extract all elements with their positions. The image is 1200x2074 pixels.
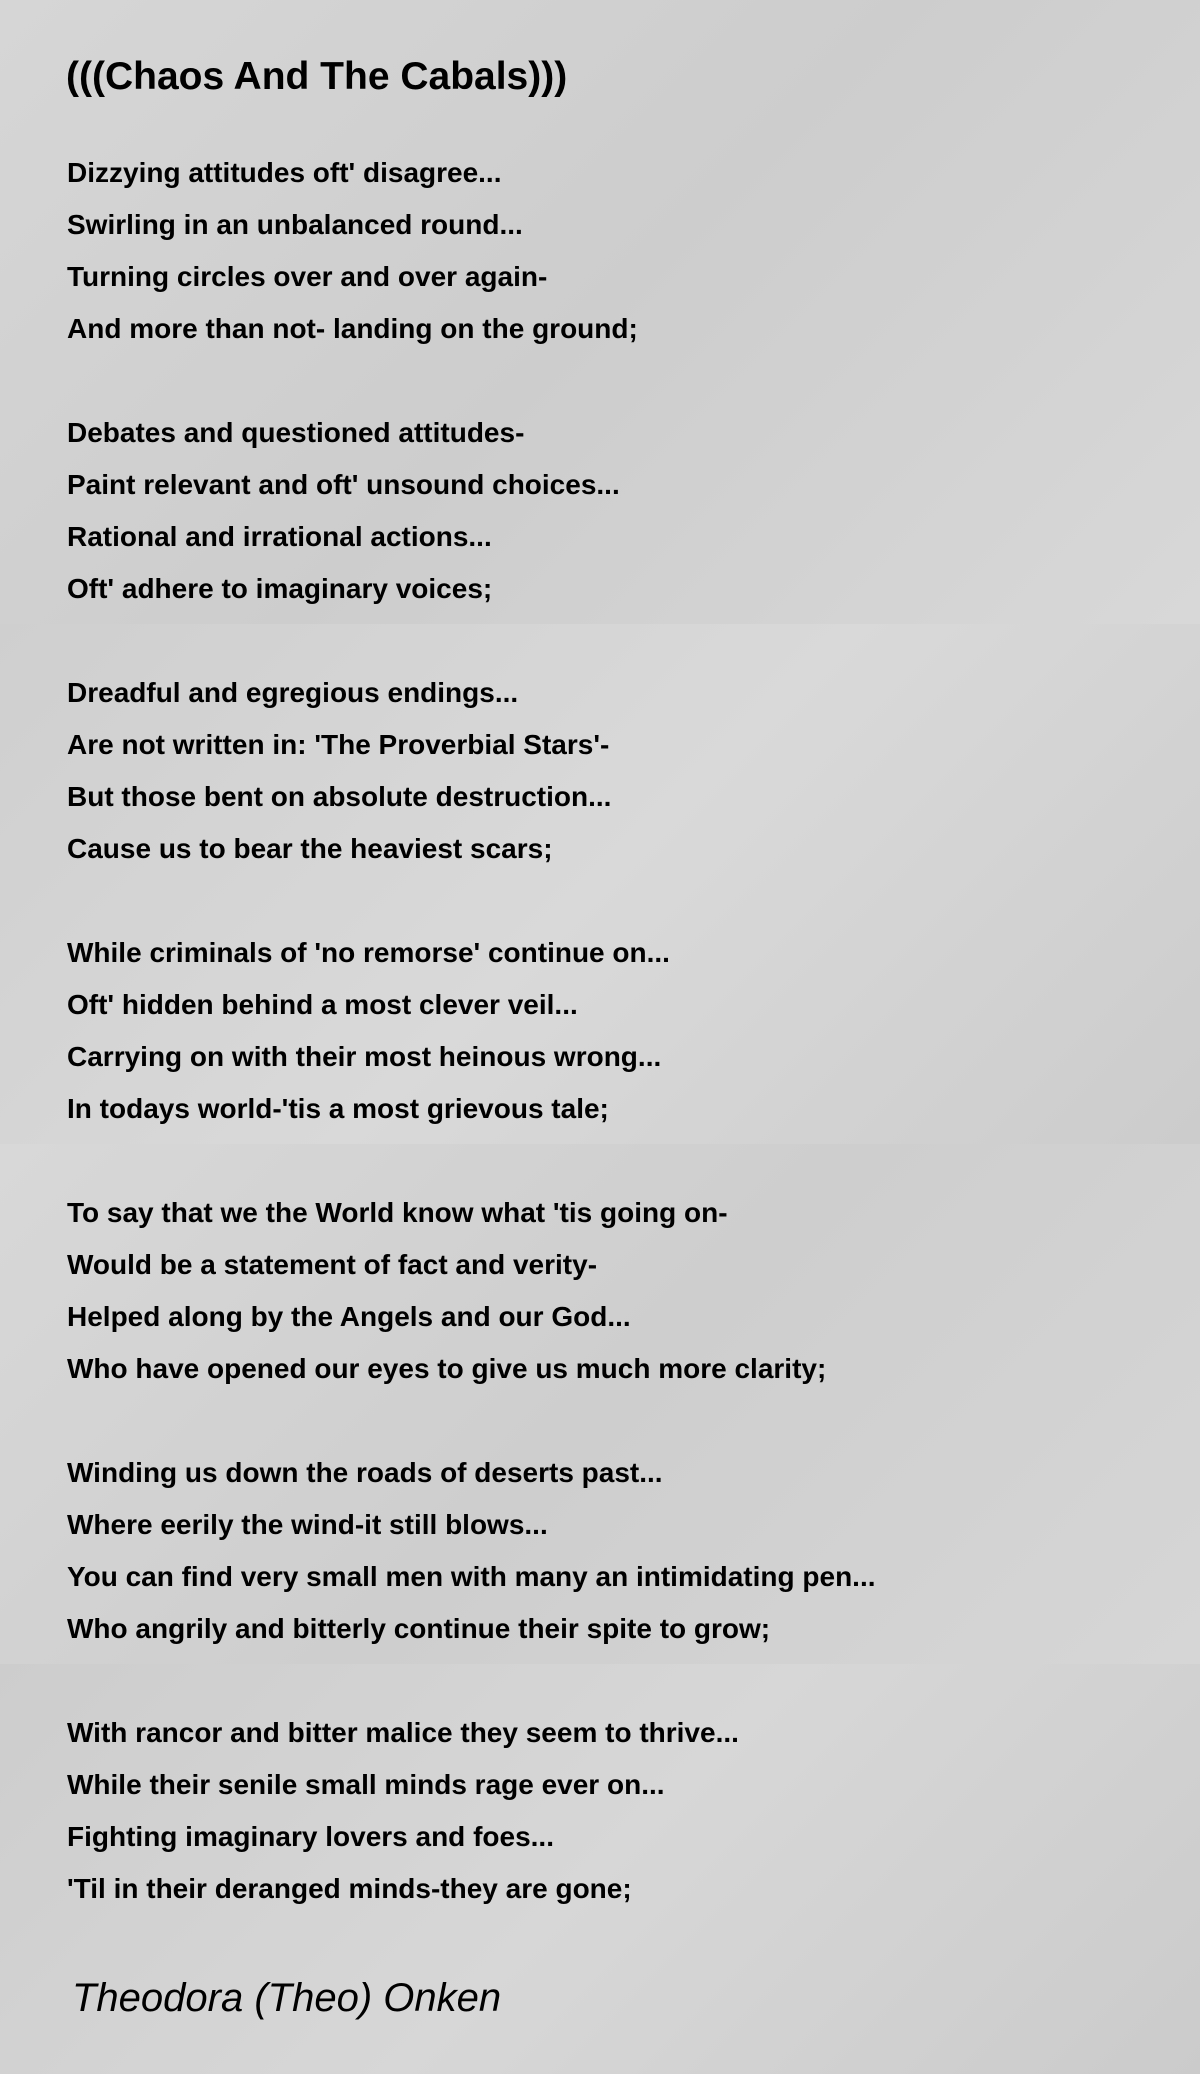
poem-line: Are not written in: 'The Proverbial Stars'- bbox=[67, 729, 610, 760]
poem-line: Who have opened our eyes to give us much more clarity; bbox=[67, 1353, 827, 1384]
poem-line: Dreadful and egregious endings... bbox=[67, 677, 519, 708]
poem-line: Oft' hidden behind a most clever veil... bbox=[67, 989, 578, 1020]
stanza bbox=[67, 147, 876, 355]
poem-title: (((Chaos And The Cabals))) bbox=[66, 55, 568, 98]
poem-line: Paint relevant and oft' unsound choices... bbox=[67, 469, 620, 500]
poem-line: Dizzying attitudes oft' disagree... bbox=[67, 157, 502, 188]
poem-line: But those bent on absolute destruction... bbox=[67, 781, 612, 812]
poem-author: Theodora (Theo) Onken bbox=[72, 1976, 502, 2020]
poem-line: And more than not- landing on the ground; bbox=[67, 313, 638, 344]
poem-line: Helped along by the Angels and our God... bbox=[67, 1301, 631, 1332]
poem-line: With rancor and bitter malice they seem to thrive... bbox=[67, 1717, 739, 1748]
poem-line: 'Til in their deranged minds-they are gone; bbox=[67, 1873, 632, 1904]
poem-line: Who angrily and bitterly continue their spite to grow; bbox=[67, 1613, 771, 1644]
poem-line: Where eerily the wind-it still blows... bbox=[67, 1509, 548, 1540]
stanza bbox=[67, 407, 876, 615]
stanza bbox=[67, 667, 876, 875]
poem-line: Turning circles over and over again- bbox=[67, 261, 548, 292]
stanza bbox=[67, 1447, 876, 1655]
poem-line: While their senile small minds rage ever on... bbox=[67, 1769, 665, 1800]
poem-line: You can find very small men with many an intimidating pen... bbox=[67, 1561, 876, 1592]
poem-line: Winding us down the roads of deserts past... bbox=[67, 1457, 663, 1488]
poem-body bbox=[67, 147, 876, 1967]
poem-line: In todays world-'tis a most grievous tale; bbox=[67, 1093, 609, 1124]
poem-line: Debates and questioned attitudes- bbox=[67, 417, 525, 448]
stanza bbox=[67, 927, 876, 1135]
poem-line: While criminals of 'no remorse' continue on... bbox=[67, 937, 670, 968]
poem-line: Fighting imaginary lovers and foes... bbox=[67, 1821, 554, 1852]
stanza bbox=[67, 1187, 876, 1395]
poem-line: Rational and irrational actions... bbox=[67, 521, 492, 552]
poem-line: Swirling in an unbalanced round... bbox=[67, 209, 523, 240]
poem-line: To say that we the World know what 'tis going on- bbox=[67, 1197, 728, 1228]
poem-line: Oft' adhere to imaginary voices; bbox=[67, 573, 493, 604]
poem-line: Would be a statement of fact and verity- bbox=[67, 1249, 598, 1280]
stanza bbox=[67, 1707, 876, 1915]
poem-line: Carrying on with their most heinous wrong... bbox=[67, 1041, 662, 1072]
poem-line: Cause us to bear the heaviest scars; bbox=[67, 833, 553, 864]
